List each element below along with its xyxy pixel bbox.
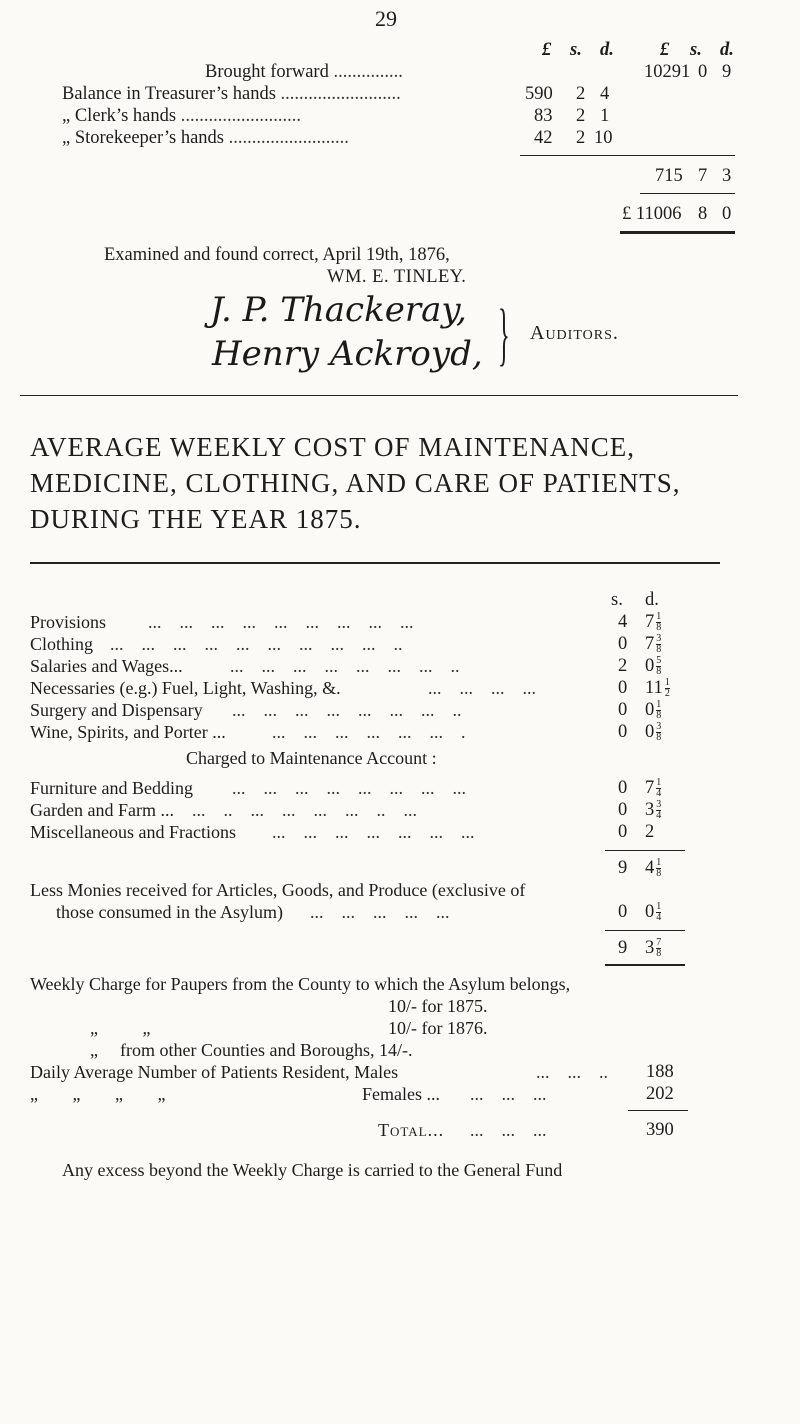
balance-label: „ Storekeeper’s hands bbox=[62, 128, 224, 148]
balance-row-storekeeper: „ Storekeeper’s hands .......................... bbox=[62, 128, 349, 148]
footer-note: Any excess beyond the Weekly Charge is carried to the General Fund bbox=[62, 1160, 563, 1180]
cost-row-label: Wine, Spirits, and Porter ... bbox=[30, 722, 226, 742]
page-number: 29 bbox=[375, 6, 397, 31]
cost-row-pence: 7 $\frac{1}{8}$ bbox=[645, 611, 662, 634]
cost-row-label: Salaries and Wages... bbox=[30, 656, 183, 676]
signature-ackroyd: Henry Ackroyd, bbox=[212, 334, 483, 374]
cost-row-label: Necessaries (e.g.) Fuel, Light, Washing, &. bbox=[30, 678, 341, 698]
weekly-charge-1876: 10/- for 1876. bbox=[388, 1018, 488, 1038]
balance-shillings: 2 bbox=[576, 106, 586, 126]
auditors-brace: } bbox=[498, 296, 510, 373]
divider bbox=[640, 193, 735, 194]
cost-row-shillings: 4 bbox=[618, 612, 628, 632]
balance-pounds: 83 bbox=[534, 106, 553, 126]
weekly-charge-1875: 10/- for 1875. bbox=[388, 996, 488, 1016]
weekly-charge-line1: Weekly Charge for Paupers from the County to which the Asylum belongs, bbox=[30, 974, 571, 994]
cost-row-pence: 7 $\frac{3}{8}$ bbox=[645, 633, 662, 656]
charged-row-pence: 3 $\frac{3}{4}$ bbox=[645, 799, 662, 822]
cost-subtotal-shillings: 9 bbox=[618, 858, 628, 878]
cost-row-pence: 0 $\frac{3}{8}$ bbox=[645, 721, 662, 744]
cost-subtotal-pence: 4 $\frac{1}{8}$ bbox=[645, 857, 662, 880]
divider bbox=[520, 155, 735, 156]
less-monies-pence: 0 $\frac{1}{4}$ bbox=[645, 901, 662, 924]
col-header-pence: d. bbox=[645, 590, 659, 610]
col-header-pence-1: d. bbox=[600, 40, 614, 60]
account-subtotal-shillings: 7 bbox=[698, 166, 708, 186]
balance-shillings: 2 bbox=[576, 128, 586, 148]
balance-row-treasurer: Balance in Treasurer’s hands .......................... bbox=[62, 84, 401, 104]
charged-row-label: Furniture and Bedding bbox=[30, 778, 193, 798]
cost-row-pence: 0 $\frac{1}{8}$ bbox=[645, 699, 662, 722]
col-header-pounds-1: £ bbox=[542, 40, 552, 60]
brought-forward-pence: 9 bbox=[722, 62, 732, 82]
brought-forward-shillings: 0 bbox=[698, 62, 708, 82]
cost-row-shillings: 0 bbox=[618, 634, 628, 654]
balance-pounds: 42 bbox=[534, 128, 553, 148]
section-heading-line1: AVERAGE WEEKLY COST OF MAINTENANCE, bbox=[30, 432, 636, 462]
col-header-shillings: s. bbox=[611, 590, 623, 610]
daily-average-females: 202 bbox=[646, 1084, 674, 1104]
divider bbox=[30, 562, 720, 564]
balance-shillings: 2 bbox=[576, 84, 586, 104]
cost-row-shillings: 0 bbox=[618, 678, 628, 698]
cost-row-pence: 11 $\frac{1}{2}$ bbox=[645, 677, 670, 700]
double-divider bbox=[620, 231, 735, 234]
cost-row-shillings: 0 bbox=[618, 700, 628, 720]
charged-row-pence: 7 $\frac{1}{4}$ bbox=[645, 777, 662, 800]
balance-pence: 1 bbox=[600, 106, 610, 126]
account-grand-total-shillings: 8 bbox=[698, 204, 708, 224]
cost-row-label: Surgery and Dispensary bbox=[30, 700, 203, 720]
col-header-pounds-2: £ bbox=[660, 40, 670, 60]
net-cost-shillings: 9 bbox=[618, 938, 628, 958]
account-subtotal-pounds: 715 bbox=[655, 166, 683, 186]
cost-row-label: Provisions bbox=[30, 612, 107, 632]
account-subtotal-pence: 3 bbox=[722, 166, 732, 186]
total-patients: 390 bbox=[646, 1120, 674, 1140]
less-monies-shillings: 0 bbox=[618, 902, 628, 922]
daily-average-males-label: Daily Average Number of Patients Resident, Males bbox=[30, 1062, 399, 1082]
section-heading-line2: MEDICINE, CLOTHING, AND CARE OF PATIENTS, bbox=[30, 468, 681, 498]
balance-label: Balance in Treasurer’s hands bbox=[62, 84, 276, 104]
divider bbox=[605, 930, 685, 931]
cost-row-label: Clothing bbox=[30, 634, 94, 654]
daily-average-females-label: Females ... bbox=[362, 1084, 440, 1104]
section-heading-line3: DURING THE YEAR 1875. bbox=[30, 504, 362, 534]
account-grand-total-pence: 0 bbox=[722, 204, 732, 224]
brought-forward-row: Brought forward ............... bbox=[205, 62, 403, 82]
auditors-label: Auditors. bbox=[530, 322, 619, 344]
col-header-pence-2: d. bbox=[720, 40, 734, 60]
ditto-marks: „ „ bbox=[90, 1018, 151, 1038]
cost-row-pence: 0 $\frac{5}{8}$ bbox=[645, 655, 662, 678]
divider bbox=[605, 964, 685, 966]
examined-line: Examined and found correct, April 19th, 1876, bbox=[104, 245, 450, 265]
net-cost-pence: 3 $\frac{7}{8}$ bbox=[645, 937, 662, 960]
charged-row-shillings: 0 bbox=[618, 822, 628, 842]
charged-row-label: Garden and Farm ... bbox=[30, 800, 174, 820]
balance-row-clerk: „ Clerk’s hands .......................... bbox=[62, 106, 301, 126]
ditto-marks: „ bbox=[90, 1040, 98, 1060]
cost-row-shillings: 2 bbox=[618, 656, 628, 676]
divider bbox=[20, 395, 738, 396]
less-monies-line2: those consumed in the Asylum) bbox=[56, 902, 283, 922]
charged-row-shillings: 0 bbox=[618, 800, 628, 820]
divider bbox=[628, 1110, 688, 1111]
charged-row-label: Miscellaneous and Fractions bbox=[30, 822, 236, 842]
cost-row-shillings: 0 bbox=[618, 722, 628, 742]
charged-heading: Charged to Maintenance Account : bbox=[186, 748, 437, 768]
less-monies-line1: Less Monies received for Articles, Goods, and Produce (exclusive of bbox=[30, 880, 526, 900]
daily-average-males: 188 bbox=[646, 1062, 674, 1082]
weekly-charge-other: from other Counties and Boroughs, 14/-. bbox=[120, 1040, 413, 1060]
balance-pence: 10 bbox=[594, 128, 613, 148]
account-grand-total-pounds: £ 11006 bbox=[622, 204, 682, 224]
ditto-marks: „ „ „ „ bbox=[30, 1084, 166, 1104]
charged-row-pence: 2 bbox=[645, 822, 655, 842]
divider bbox=[605, 850, 685, 851]
brought-forward-label: Brought forward bbox=[205, 62, 329, 82]
balance-label: „ Clerk’s hands bbox=[62, 106, 177, 126]
signature-thackeray: J. P. Thackeray, bbox=[210, 290, 467, 330]
charged-row-shillings: 0 bbox=[618, 778, 628, 798]
brought-forward-pounds: 10291 bbox=[644, 62, 691, 82]
balance-pounds: 590 bbox=[525, 84, 553, 104]
total-label: Total... bbox=[378, 1120, 445, 1140]
examiner-name: WM. E. TINLEY. bbox=[327, 267, 467, 287]
balance-pence: 4 bbox=[600, 84, 610, 104]
col-header-shillings-2: s. bbox=[690, 40, 702, 60]
col-header-shillings-1: s. bbox=[570, 40, 582, 60]
